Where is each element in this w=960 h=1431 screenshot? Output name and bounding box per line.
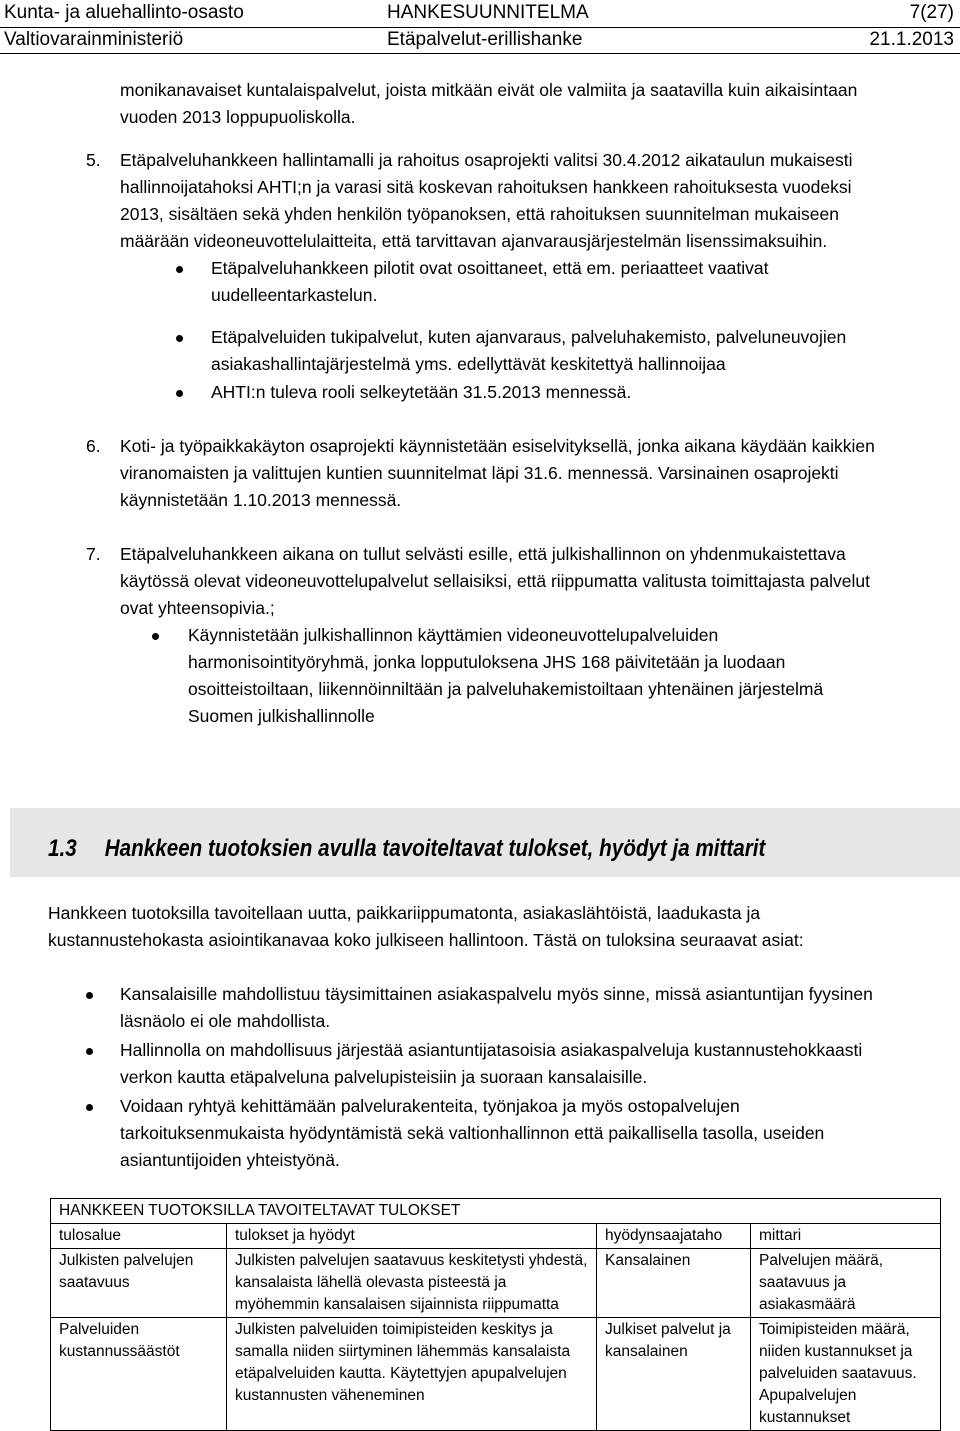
item-6-line: viranomaisten ja valittujen kuntien suunnitelmat läpi 31.6. mennessä. Varsinainen osaprojekti xyxy=(120,463,839,483)
intro-line-2: vuoden 2013 loppupuoliskolla. xyxy=(120,107,356,127)
item-6-line: käynnistetään 1.10.2013 mennessä. xyxy=(120,490,402,510)
item-7-line: ovat yhteensopivia.; xyxy=(120,598,275,618)
table-title-row xyxy=(51,1199,941,1224)
section-bullet-line: asiantuntijoiden yhteistyönä. xyxy=(120,1150,340,1170)
table-cell: Julkiset palvelut ja kansalainen xyxy=(597,1318,751,1431)
column-header: tulosalue xyxy=(51,1224,227,1249)
table-row xyxy=(51,1318,941,1431)
bullet-icon xyxy=(176,335,183,342)
page-header xyxy=(0,0,960,54)
item-7-bullet-line: harmonisointityöryhmä, jonka lopputuloksena JHS 168 päivitetään ja luodaan xyxy=(188,652,786,672)
item-5-line: 2013, sisältäen sekä yhden henkilön työpanoksen, että rahoituksen suunnitelman mukaiseen xyxy=(120,204,839,224)
header-department: Kunta- ja aluehallinto-osasto xyxy=(4,2,244,23)
section-paragraph-line: kustannustehokasta asiointikanavaa koko julkiseen hallintoon. Tästä on tuloksina seuraavat asiat: xyxy=(48,930,804,950)
item-5-bullet-line: AHTI:n tuleva rooli selkeytetään 31.5.2013 mennessä. xyxy=(211,382,632,402)
intro-line-1: monikanavaiset kuntalaispalvelut, joista mitkään eivät ole valmiita ja saatavilla kuin aikaisintaan xyxy=(120,80,858,100)
header-page-number: 7(27) xyxy=(909,2,954,23)
section-bullet-line: verkon kautta etäpalveluna palvelupisteisiin ja suoraan kansalaisille. xyxy=(120,1067,648,1087)
bullet-icon xyxy=(86,1048,93,1055)
table-row xyxy=(51,1249,941,1318)
item-7-line: Etäpalveluhankkeen aikana on tullut selvästi esille, että julkishallinnon on yhdenmukaistettava xyxy=(120,544,846,564)
table-cell: Julkisten palvelujen saatavuus xyxy=(51,1249,227,1318)
section-bullet-line: läsnäolo ei ole mahdollista. xyxy=(120,1011,331,1031)
header-document-type: HANKESUUNNITELMA xyxy=(387,2,589,23)
table-cell: Palvelujen määrä, saatavuus ja asiakasmäärä xyxy=(751,1249,941,1318)
item-5-bullet-line: Etäpalveluiden tukipalvelut, kuten ajanvaraus, palveluhakemisto, palveluneuvojien xyxy=(211,327,847,347)
item-5-bullet-line: asiakashallintajärjestelmä yms. edellyttävät keskitettyä hallinnoijaa xyxy=(211,354,726,374)
item-5-line: määrään videoneuvottelulaitteita, että tarvittavan ajanvarausjärjestelmän lisenssimaksuihin. xyxy=(120,231,828,251)
table-cell: Palveluiden kustannussäästöt xyxy=(51,1318,227,1431)
item-7-number: 7. xyxy=(86,544,101,564)
column-header: mittari xyxy=(751,1224,941,1249)
section-bullet-line: Hallinnolla on mahdollisuus järjestää asiantuntijatasoisia asiakaspalveluja kustannustehokkaasti xyxy=(120,1040,863,1060)
header-date: 21.1.2013 xyxy=(869,29,954,50)
table-cell: Julkisten palvelujen saatavuus keskitetysti yhdestä, kansalaista lähellä olevasta pisteestä ja myöhemmin kansalaisen sijainnista riippumatta xyxy=(227,1249,597,1318)
section-title: Hankkeen tuotoksien avulla tavoiteltavat tulokset, hyödyt ja mittarit xyxy=(104,835,766,862)
table-cell: Toimipisteiden määrä, niiden kustannukset ja palveluiden saatavuus. Apupalvelujen kustannukset xyxy=(751,1318,941,1431)
item-5-bullet-line: Etäpalveluhankkeen pilotit ovat osoittaneet, että em. periaatteet vaativat xyxy=(211,258,769,278)
item-6-number: 6. xyxy=(86,436,101,456)
section-bullet-line: tarkoituksenmukaista hyödyntämistä sekä valtionhallinnon että paikallisella tasolla, useiden xyxy=(120,1123,825,1143)
table-title: HANKKEEN TUOTOKSILLA TAVOITELTAVAT TULOKSET xyxy=(51,1199,941,1224)
header-row-1 xyxy=(0,0,960,26)
section-heading xyxy=(48,835,766,863)
bullet-icon xyxy=(176,390,183,397)
section-number: 1.3 xyxy=(48,835,77,862)
header-row-2 xyxy=(0,27,960,53)
section-paragraph-line: Hankkeen tuotoksilla tavoitellaan uutta, paikkariippumatonta, asiakaslähtöistä, laadukasta ja xyxy=(48,903,761,923)
item-7-bullet-line: Käynnistetään julkishallinnon käyttämien videoneuvottelupalveluiden xyxy=(188,625,719,645)
table-cell: Kansalainen xyxy=(597,1249,751,1318)
results-table xyxy=(50,1198,941,1431)
bullet-icon xyxy=(86,1104,93,1111)
bullet-icon xyxy=(86,992,93,999)
table-header-row xyxy=(51,1224,941,1249)
item-6-line: Koti- ja työpaikkakäyton osaprojekti käynnistetään esiselvityksellä, jonka aikana käydään kaikkien xyxy=(120,436,875,456)
section-bullet-line: Voidaan ryhtyä kehittämään palvelurakenteita, työnjakoa ja myös ostopalvelujen xyxy=(120,1096,740,1116)
item-5-number: 5. xyxy=(86,150,101,170)
item-7-bullet-line: Suomen julkishallinnolle xyxy=(188,706,375,726)
item-7-line: käytössä olevat videoneuvottelupalvelut sellaisiksi, että riippumatta valitusta toimittajasta palvelut xyxy=(120,571,870,591)
column-header: hyödynsaajataho xyxy=(597,1224,751,1249)
item-5-line: hallinnoijatahoksi AHTI;n ja varasi sitä koskevan rahoituksen hankkeen rahoituksesta vuodeksi xyxy=(120,177,852,197)
table-cell: Julkisten palveluiden toimipisteiden keskitys ja samalla niiden siirtyminen lähemmäs kansalaista etäpalveluiden kautta. Käytettyjen apupalvelujen kustannusten väheneminen xyxy=(227,1318,597,1431)
bullet-icon xyxy=(152,633,159,640)
section-bullet-line: Kansalaisille mahdollistuu täysimittainen asiakaspalvelu myös sinne, missä asiantuntijan fyysinen xyxy=(120,984,873,1004)
column-header: tulokset ja hyödyt xyxy=(227,1224,597,1249)
header-project: Etäpalvelut-erillishanke xyxy=(387,29,583,50)
item-5-line: Etäpalveluhankkeen hallintamalli ja rahoitus osaprojekti valitsi 30.4.2012 aikataulun mukaisesti xyxy=(120,150,853,170)
item-5-bullet-line: uudelleentarkastelun. xyxy=(211,285,378,305)
header-ministry: Valtiovarainministeriö xyxy=(4,29,184,50)
item-7-bullet-line: osoitteistoiltaan, liikennöinniltään ja palveluhakemistoiltaan yhtenäinen järjestelmä xyxy=(188,679,824,699)
header-divider-2 xyxy=(0,53,960,54)
bullet-icon xyxy=(176,266,183,273)
